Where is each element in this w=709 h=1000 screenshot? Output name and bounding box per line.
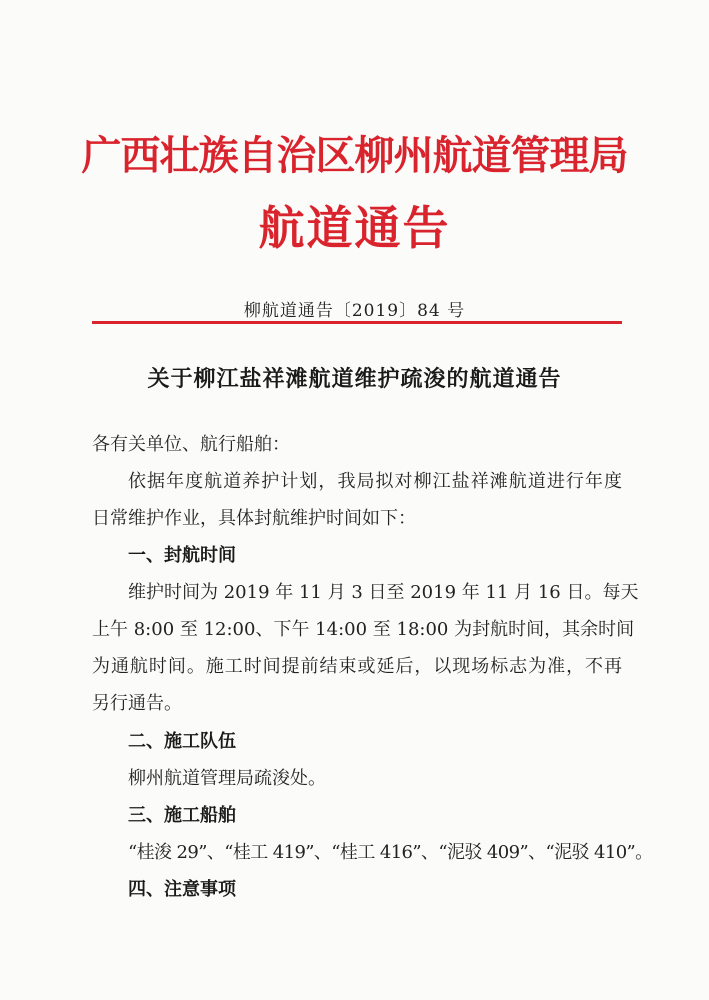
document-number: 柳航道通告〔2019〕84 号: [243, 301, 466, 321]
intro-line-1: 依据年度航道养护计划，我局拟对柳江盐祥滩航道进行年度: [128, 471, 622, 492]
closure-time-line-1: 维护时间为 2019 年 11 月 3 日至 2019 年 11 月 16 日。每天: [128, 582, 639, 603]
section-heading-notes: 四、注意事项: [128, 879, 236, 900]
closure-time-line-2: 上午 8:00 至 12:00、下午 14:00 至 18:00 为封航时间，其余时间: [92, 619, 635, 640]
construction-vessels-line: “桂浚 29”、“桂工 419”、“桂工 416”、“泥驳 409”、“泥驳 410”。: [128, 842, 653, 863]
document-title: 关于柳江盐祥滩航道维护疏浚的航道通告: [147, 366, 562, 392]
red-divider-line: [92, 321, 622, 324]
notice-type-heading: 航道通告: [258, 201, 451, 255]
section-heading-closure-time: 一、封航时间: [128, 545, 236, 566]
section-heading-construction-vessels: 三、施工船舶: [128, 805, 236, 826]
construction-team-line: 柳州航道管理局疏浚处。: [128, 768, 326, 789]
closure-time-line-3: 为通航时间。施工时间提前结束或延后，以现场标志为准，不再: [92, 656, 622, 677]
section-heading-construction-team: 二、施工队伍: [128, 731, 236, 752]
issuing-organization: 广西壮族自治区柳州航道管理局: [81, 132, 628, 179]
intro-line-2: 日常维护作业，具体封航维护时间如下：: [92, 508, 416, 529]
salutation: 各有关单位、航行船舶：: [92, 434, 290, 455]
closure-time-line-4: 另行通告。: [92, 693, 182, 714]
